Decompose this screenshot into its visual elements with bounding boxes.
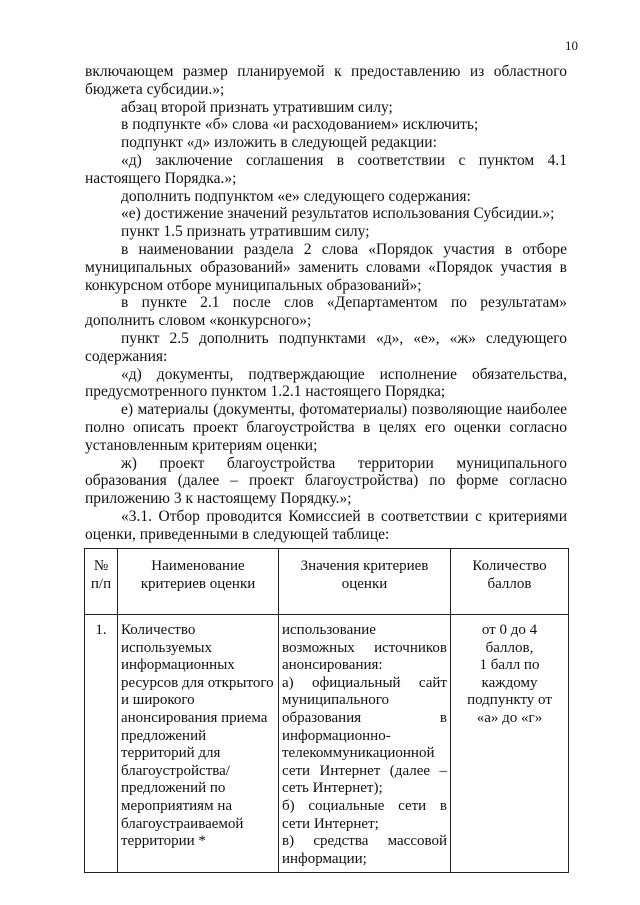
points-line: «а» до «г» bbox=[476, 709, 543, 726]
criteria-value-line: в) средства массовой информации; bbox=[282, 833, 447, 867]
paragraph: «е) достижение значений результатов использования Субсидии.»; bbox=[121, 205, 555, 223]
points-line: баллов, bbox=[485, 639, 534, 656]
header-criteria-values: Значения критериев оценки bbox=[279, 549, 451, 615]
paragraph: в наименовании раздела 2 слова «Порядок участия в отборе муниципальных образований» заменить словами «Порядок участия в конкурсном отборе муниципальных образований»; bbox=[85, 240, 567, 294]
page-number: 10 bbox=[565, 38, 578, 53]
paragraph: дополнить подпунктом «е» следующего содержания: bbox=[121, 187, 471, 205]
cell-criteria-values bbox=[279, 615, 451, 873]
paragraph: «д) заключение соглашения в соответствии с пунктом 4.1 настоящего Порядка.»; bbox=[85, 151, 567, 187]
cell-num: 1. bbox=[85, 615, 118, 873]
criteria-value-line: использование возможных источников анонсирования: bbox=[282, 622, 447, 674]
paragraph: пункт 2.5 дополнить подпунктами «д», «е», «ж» следующего содержания: bbox=[85, 329, 567, 365]
paragraph: е) материалы (документы, фотоматериалы) позволяющие наиболее полно описать проект благоустройства в целях его оценки согласно установленным критериям оценки; bbox=[85, 401, 567, 454]
points-line: от 0 до 4 bbox=[481, 622, 538, 638]
paragraph: абзац второй признать утратившим силу; bbox=[121, 98, 393, 116]
criteria-table bbox=[84, 548, 569, 873]
paragraph: подпункт «д» изложить в следующей редакции: bbox=[121, 134, 437, 152]
paragraph: пункт 1.5 признать утратившим силу; bbox=[121, 223, 370, 241]
header-criteria-name: Наименование критериев оценки bbox=[118, 549, 279, 615]
points-line: каждому bbox=[481, 674, 538, 691]
paragraph: ж) проект благоустройства территории муниципального образования (далее – проект благоустройства) по форме согласно приложению 3 к настоящему Порядку.»; bbox=[85, 454, 567, 508]
points-line: подпункту от bbox=[467, 692, 552, 709]
header-num: № п/п bbox=[85, 549, 118, 615]
paragraph: «д) документы, подтверждающие исполнение обязательства, предусмотренного пунктом 1.2.1 настоящего Порядка; bbox=[85, 365, 567, 401]
paragraph: «3.1. Отбор проводится Комиссией в соответствии с критериями оценки, приведенными в следующей таблице: bbox=[85, 507, 567, 543]
table-row bbox=[85, 615, 569, 873]
points-line: 1 балл по bbox=[479, 657, 540, 674]
criteria-value-line: б) социальные сети в сети Интернет; bbox=[282, 797, 447, 832]
paragraph: в подпункте «б» слова «и расходованием» исключить; bbox=[121, 116, 479, 134]
criteria-value-line: а) официальный сайт муниципального образования в информационно-телекоммуникационной сети Интернет (далее – сеть Интернет); bbox=[282, 674, 447, 797]
paragraph: включающем размер планируемой к предоставлению из областного бюджета субсидии.»; bbox=[85, 63, 567, 98]
cell-criteria-name: Количество используемых информационных ресурсов для открытого и широкого анонсирования приема предложений территорий для благоустройства/ предложений по мероприятиям на благоустраиваемой территории * bbox=[118, 615, 279, 873]
cell-points bbox=[451, 615, 569, 873]
header-points: Количество баллов bbox=[451, 549, 569, 615]
table-header-row bbox=[85, 549, 569, 615]
paragraph: в пункте 2.1 после слов «Департаментом по результатам» дополнить словом «конкурсного»; bbox=[85, 294, 567, 330]
body-text bbox=[85, 63, 567, 544]
